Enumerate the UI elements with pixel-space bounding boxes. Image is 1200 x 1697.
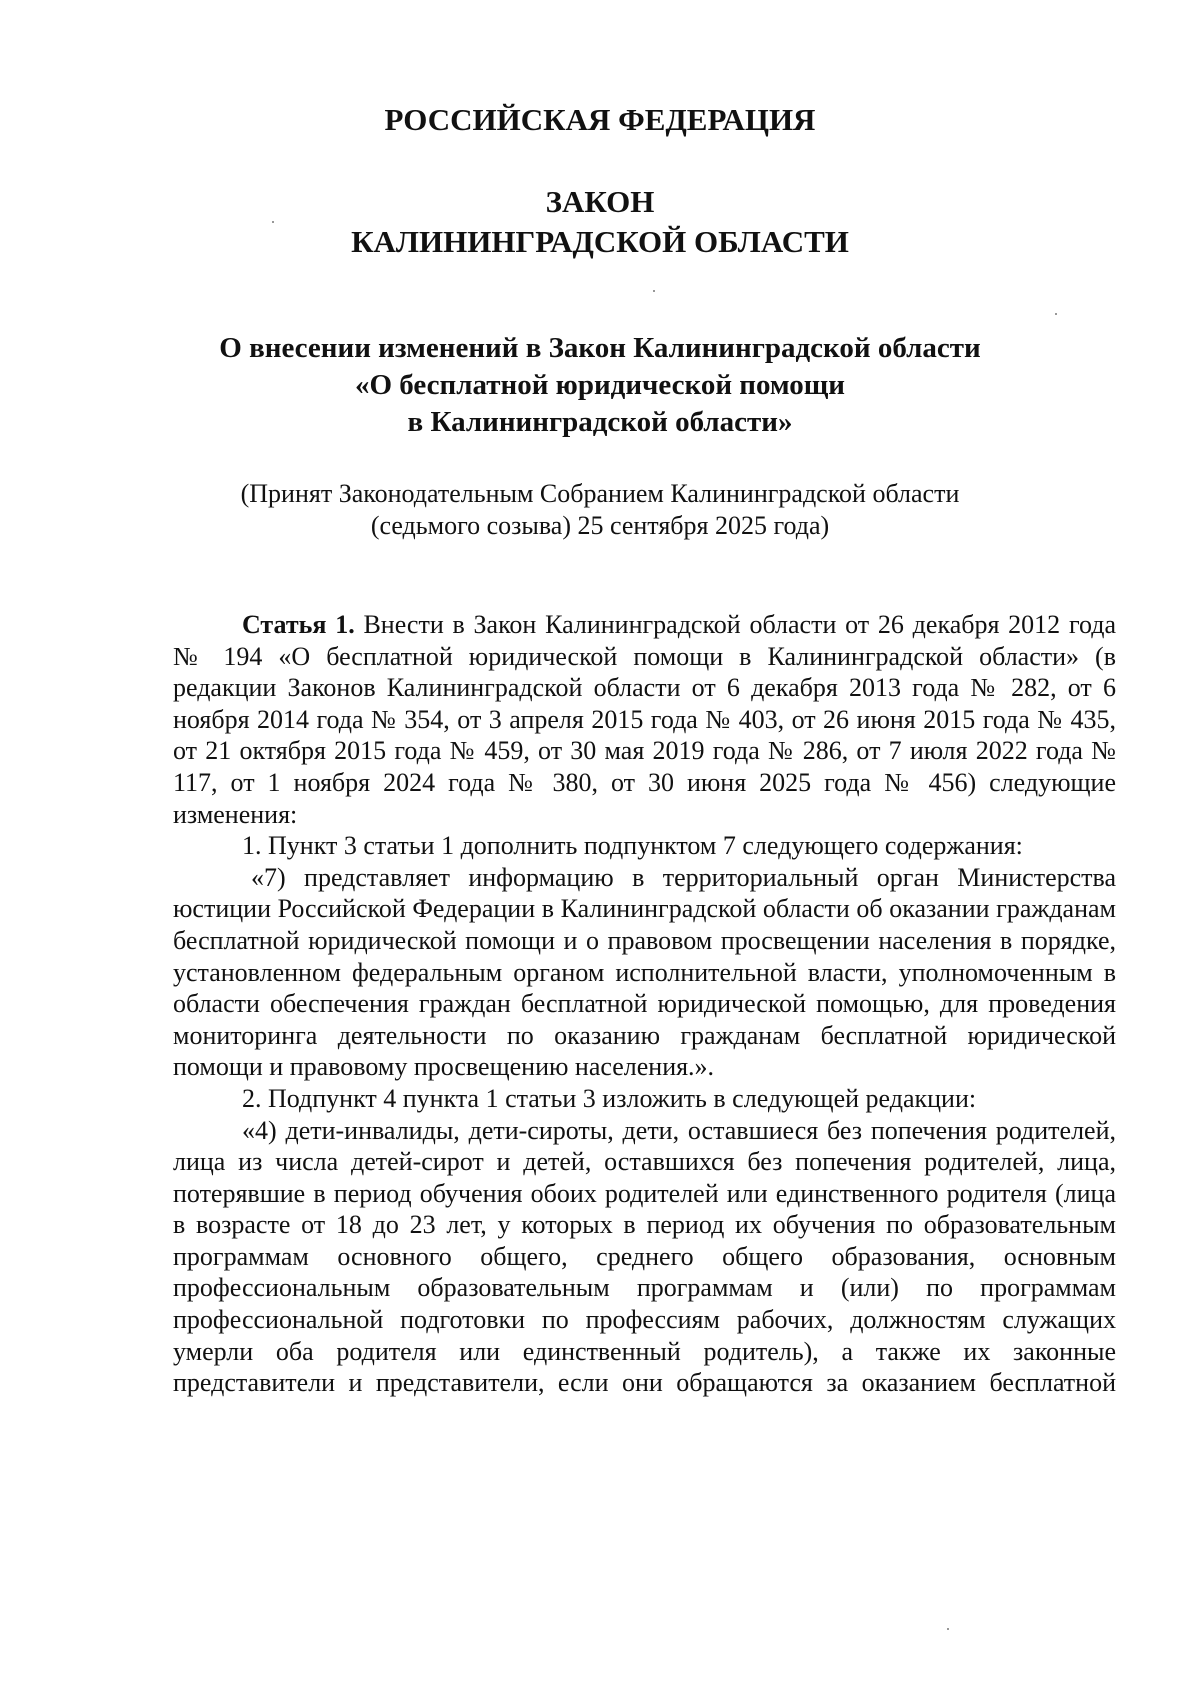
adoption-line-2: (седьмого созыва) 25 сентября 2025 года) [370,511,830,540]
subject-line-3: в Калининградской области» [407,406,793,438]
law-title [0,182,1200,262]
scan-speck [1055,313,1057,315]
article-1-item-1: 1. Пункт 3 статьи 1 дополнить подпунктом 7 следующего содержания: [242,831,1023,861]
law-subject-heading [0,330,1200,441]
subject-line-1: О внесении изменений в Закон Калининградской области [219,332,981,364]
adoption-note [0,478,1200,542]
scan-speck [653,290,655,292]
article-1-label: Статья 1. [242,610,355,639]
law-body [173,609,1116,1399]
country-name: РОССИЙСКАЯ ФЕДЕРАЦИЯ [384,102,816,137]
article-1-intro [173,609,1116,830]
scan-speck [947,1628,949,1630]
article-1-item-1-quote: «7) представляет информацию в территориальный орган Министерства юстиции Российской Федерации в Калининградской области об оказании гражданам бесплатной юридической помощи и о правовом просвещении населения в порядке, установленном федеральным органом исполнительной власти, уполномоченным в области обеспечения граждан бесплатной юридической помощью, для проведения мониторинга деятельности по оказанию гражданам бесплатной юридической помощи и правовому просвещению населения.». [173,862,1116,1082]
subject-line-2: «О бесплатной юридической помощи [355,369,845,401]
country-heading [0,100,1200,140]
article-1-intro-text: Внести в Закон Калининградской области от 26 декабря 2012 года № 194 «О бесплатной юридической помощи в Калининградской области» (в редакции Законов Калининградской области от 6 декабря 2013 года № 282, от 6 ноября 2014 года № 354, от 3 апреля 2015 года № 403, от 26 июня 2015 года № 435, от 21 октября 2015 года № 459, от 30 мая 2019 года № 286, от 7 июля 2022 года № 117, от 1 ноября 2024 года № 380, от 30 июня 2025 года № 456) следующие изменения: [173,610,1116,829]
article-1-item-2: 2. Подпункт 4 пункта 1 статьи 3 изложить в следующей редакции: [242,1083,977,1113]
article-1-item-2-quote: «4) дети-инвалиды, дети-сироты, дети, оставшиеся без попечения родителей, лица из числа детей-сирот и детей, оставшихся без попечения родителей, лица, потерявшие в период обучения обоих родителей или единственного родителя (лица в возрасте от 18 до 23 лет, у которых в период их обучения по образовательным программам основного общего, среднего общего образования, основным профессиональным образовательным программам и (или) по программам профессиональной подготовки по профессиям рабочих, должностям служащих умерли оба родителя или единственный родитель), а также их законные представители и представители, если они обращаются за оказанием бесплатной [173,1115,1116,1398]
law-title-line-2: КАЛИНИНГРАДСКОЙ ОБЛАСТИ [351,224,849,259]
adoption-line-1: (Принят Законодательным Собранием Калининградской области [240,479,960,508]
law-title-line-1: ЗАКОН [545,184,655,219]
scan-speck [272,221,274,223]
